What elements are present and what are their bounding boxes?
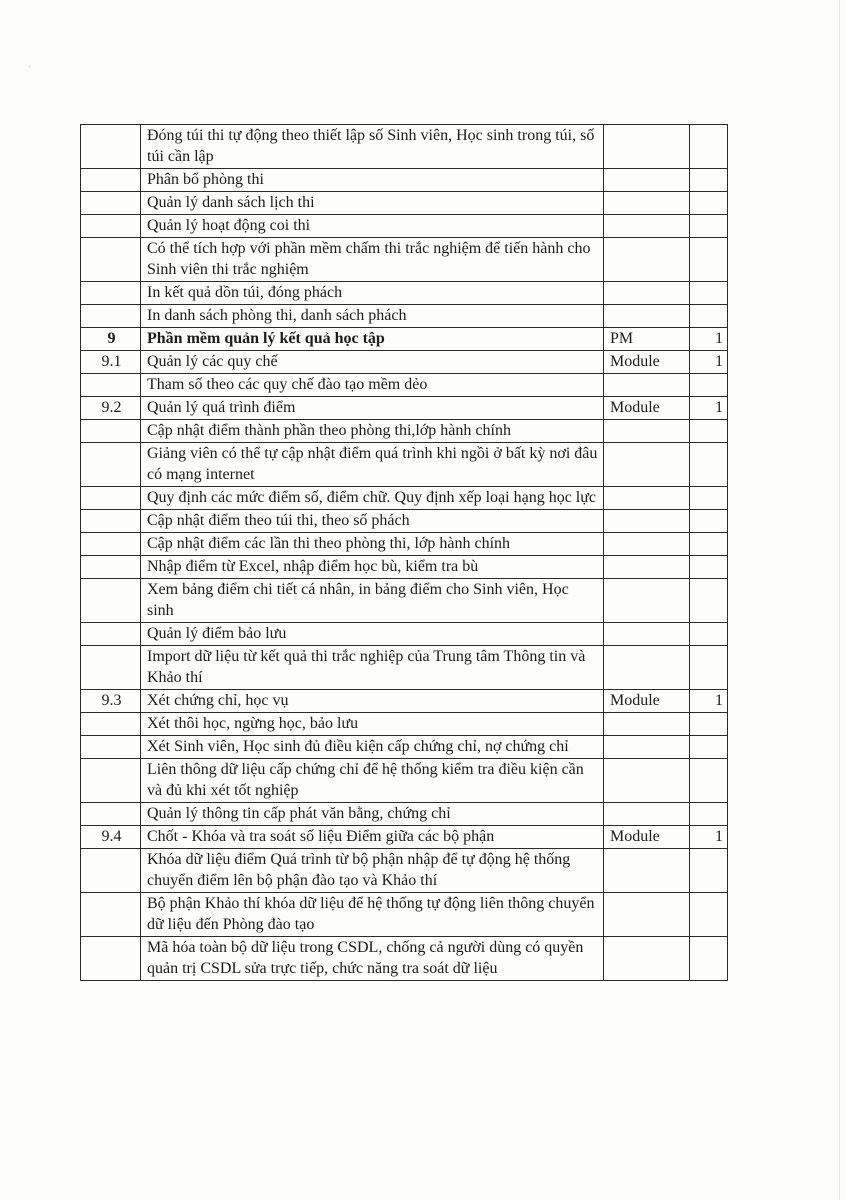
table-row xyxy=(81,443,728,487)
scan-edge xyxy=(839,0,840,1200)
table-body xyxy=(81,125,728,981)
row-quantity-cell xyxy=(690,759,728,803)
row-number-cell xyxy=(81,937,141,981)
row-number-cell xyxy=(81,579,141,623)
row-number-cell xyxy=(81,487,141,510)
table-row xyxy=(81,849,728,893)
row-description-cell: Quản lý thông tin cấp phát văn bằng, chứng chỉ xyxy=(141,803,604,826)
row-unit-cell xyxy=(604,169,690,192)
row-quantity-cell: 1 xyxy=(690,351,728,374)
row-number-cell: 9.3 xyxy=(81,690,141,713)
row-unit-cell xyxy=(604,533,690,556)
row-quantity-cell xyxy=(690,305,728,328)
row-quantity-cell xyxy=(690,803,728,826)
table-row xyxy=(81,397,728,420)
row-quantity-cell: 1 xyxy=(690,397,728,420)
row-quantity-cell: 1 xyxy=(690,826,728,849)
table-row xyxy=(81,487,728,510)
row-unit-cell xyxy=(604,238,690,282)
row-description-cell: Tham số theo các quy chế đào tạo mềm dẻo xyxy=(141,374,604,397)
table-row xyxy=(81,192,728,215)
row-number-cell xyxy=(81,374,141,397)
table-row xyxy=(81,646,728,690)
row-number-cell xyxy=(81,443,141,487)
row-unit-cell xyxy=(604,125,690,169)
row-number-cell: 9.4 xyxy=(81,826,141,849)
row-unit-cell: Module xyxy=(604,397,690,420)
row-unit-cell: Module xyxy=(604,351,690,374)
row-number-cell xyxy=(81,510,141,533)
row-description-cell: Cập nhật điểm các lần thi theo phòng thi, lớp hành chính xyxy=(141,533,604,556)
row-quantity-cell xyxy=(690,238,728,282)
row-description-cell: Phần mềm quản lý kết quả học tập xyxy=(141,328,604,351)
row-unit-cell xyxy=(604,646,690,690)
table-row xyxy=(81,556,728,579)
row-quantity-cell xyxy=(690,646,728,690)
table-row xyxy=(81,937,728,981)
table-row xyxy=(81,759,728,803)
table-row xyxy=(81,690,728,713)
row-description-cell: Khóa dữ liệu điểm Quá trình từ bộ phận nhập để tự động hệ thống chuyển điểm lên bộ phận đào tạo và Khảo thí xyxy=(141,849,604,893)
row-unit-cell xyxy=(604,487,690,510)
row-quantity-cell xyxy=(690,443,728,487)
row-description-cell: In danh sách phòng thi, danh sách phách xyxy=(141,305,604,328)
row-description-cell: Xét chứng chỉ, học vụ xyxy=(141,690,604,713)
row-unit-cell xyxy=(604,556,690,579)
row-number-cell xyxy=(81,282,141,305)
table-row xyxy=(81,282,728,305)
table-row xyxy=(81,510,728,533)
row-unit-cell xyxy=(604,713,690,736)
row-description-cell: Cập nhật điểm theo túi thi, theo số phách xyxy=(141,510,604,533)
row-description-cell: Bộ phận Khảo thí khóa dữ liệu để hệ thống tự động liên thông chuyển dữ liệu đến Phòng đào tạo xyxy=(141,893,604,937)
row-quantity-cell xyxy=(690,893,728,937)
row-description-cell: Quản lý các quy chế xyxy=(141,351,604,374)
table-row xyxy=(81,579,728,623)
row-unit-cell xyxy=(604,374,690,397)
row-description-cell: Liên thông dữ liệu cấp chứng chỉ để hệ thống kiểm tra điều kiện cần và đủ khi xét tốt nghiệp xyxy=(141,759,604,803)
row-quantity-cell xyxy=(690,215,728,238)
row-quantity-cell xyxy=(690,736,728,759)
row-unit-cell xyxy=(604,510,690,533)
table-row xyxy=(81,803,728,826)
table-row xyxy=(81,623,728,646)
row-quantity-cell xyxy=(690,374,728,397)
row-unit-cell xyxy=(604,759,690,803)
table-row xyxy=(81,533,728,556)
table-row xyxy=(81,351,728,374)
row-unit-cell xyxy=(604,623,690,646)
row-number-cell xyxy=(81,125,141,169)
row-unit-cell xyxy=(604,803,690,826)
row-number-cell xyxy=(81,215,141,238)
row-unit-cell xyxy=(604,420,690,443)
requirements-table xyxy=(80,124,728,981)
row-number-cell xyxy=(81,646,141,690)
row-description-cell: Xem bảng điểm chi tiết cá nhân, in bảng điểm cho Sinh viên, Học sinh xyxy=(141,579,604,623)
row-quantity-cell: 1 xyxy=(690,328,728,351)
row-unit-cell: Module xyxy=(604,826,690,849)
row-description-cell: Xét Sinh viên, Học sinh đủ điều kiện cấp chứng chỉ, nợ chứng chỉ xyxy=(141,736,604,759)
row-unit-cell xyxy=(604,443,690,487)
row-description-cell: Có thể tích hợp với phần mềm chấm thi trắc nghiệm để tiến hành cho Sinh viên thi trắc nghiệm xyxy=(141,238,604,282)
table-row xyxy=(81,420,728,443)
row-number-cell xyxy=(81,192,141,215)
row-number-cell xyxy=(81,238,141,282)
row-quantity-cell xyxy=(690,937,728,981)
row-number-cell xyxy=(81,759,141,803)
row-unit-cell xyxy=(604,736,690,759)
row-number-cell xyxy=(81,849,141,893)
row-description-cell: Phân bổ phòng thi xyxy=(141,169,604,192)
row-unit-cell xyxy=(604,937,690,981)
table-row xyxy=(81,238,728,282)
row-number-cell xyxy=(81,533,141,556)
row-number-cell: 9.1 xyxy=(81,351,141,374)
table-row xyxy=(81,893,728,937)
table-row xyxy=(81,125,728,169)
row-unit-cell xyxy=(604,849,690,893)
row-quantity-cell xyxy=(690,713,728,736)
row-number-cell xyxy=(81,803,141,826)
row-number-cell xyxy=(81,420,141,443)
row-quantity-cell xyxy=(690,579,728,623)
row-quantity-cell xyxy=(690,487,728,510)
row-quantity-cell xyxy=(690,623,728,646)
row-quantity-cell xyxy=(690,169,728,192)
row-unit-cell xyxy=(604,893,690,937)
row-description-cell: Quản lý hoạt động coi thi xyxy=(141,215,604,238)
row-quantity-cell xyxy=(690,125,728,169)
row-unit-cell xyxy=(604,579,690,623)
row-number-cell xyxy=(81,556,141,579)
row-description-cell: Xét thôi học, ngừng học, bảo lưu xyxy=(141,713,604,736)
row-quantity-cell: 1 xyxy=(690,690,728,713)
row-quantity-cell xyxy=(690,282,728,305)
row-unit-cell: PM xyxy=(604,328,690,351)
row-unit-cell: Module xyxy=(604,690,690,713)
row-description-cell: Nhập điểm từ Excel, nhập điểm học bù, kiểm tra bù xyxy=(141,556,604,579)
row-description-cell: Quản lý quá trình điểm xyxy=(141,397,604,420)
row-description-cell: Mã hóa toàn bộ dữ liệu trong CSDL, chống cả người dùng có quyền quản trị CSDL sửa trực tiếp, chức năng tra soát dữ liệu xyxy=(141,937,604,981)
row-description-cell: Đóng túi thi tự động theo thiết lập số Sinh viên, Học sinh trong túi, số túi cần lập xyxy=(141,125,604,169)
row-number-cell xyxy=(81,169,141,192)
row-quantity-cell xyxy=(690,556,728,579)
row-unit-cell xyxy=(604,192,690,215)
row-number-cell: 9 xyxy=(81,328,141,351)
table-section-row xyxy=(81,328,728,351)
row-description-cell: Giảng viên có thể tự cập nhật điểm quá trình khi ngồi ở bất kỳ nơi đâu có mạng internet xyxy=(141,443,604,487)
table-row xyxy=(81,215,728,238)
row-unit-cell xyxy=(604,215,690,238)
table-row xyxy=(81,374,728,397)
row-description-cell: In kết quả dồn túi, đóng phách xyxy=(141,282,604,305)
row-quantity-cell xyxy=(690,510,728,533)
row-number-cell xyxy=(81,305,141,328)
row-quantity-cell xyxy=(690,420,728,443)
row-number-cell: 9.2 xyxy=(81,397,141,420)
table-row xyxy=(81,826,728,849)
row-description-cell: Cập nhật điểm thành phần theo phòng thi,lớp hành chính xyxy=(141,420,604,443)
row-quantity-cell xyxy=(690,849,728,893)
row-description-cell: Quản lý điểm bảo lưu xyxy=(141,623,604,646)
row-description-cell: Chốt - Khóa và tra soát số liệu Điểm giữa các bộ phận xyxy=(141,826,604,849)
row-number-cell xyxy=(81,736,141,759)
row-description-cell: Import dữ liệu từ kết quả thi trắc nghiệp của Trung tâm Thông tin và Khảo thí xyxy=(141,646,604,690)
row-number-cell xyxy=(81,623,141,646)
row-number-cell xyxy=(81,893,141,937)
table-row xyxy=(81,305,728,328)
row-quantity-cell xyxy=(690,192,728,215)
row-unit-cell xyxy=(604,282,690,305)
row-description-cell: Quy định các mức điểm số, điểm chữ. Quy định xếp loại hạng học lực xyxy=(141,487,604,510)
row-unit-cell xyxy=(604,305,690,328)
row-quantity-cell xyxy=(690,533,728,556)
table-row xyxy=(81,713,728,736)
table-row xyxy=(81,736,728,759)
row-description-cell: Quản lý danh sách lịch thi xyxy=(141,192,604,215)
row-number-cell xyxy=(81,713,141,736)
scan-speck: · xyxy=(28,62,32,73)
table-row xyxy=(81,169,728,192)
